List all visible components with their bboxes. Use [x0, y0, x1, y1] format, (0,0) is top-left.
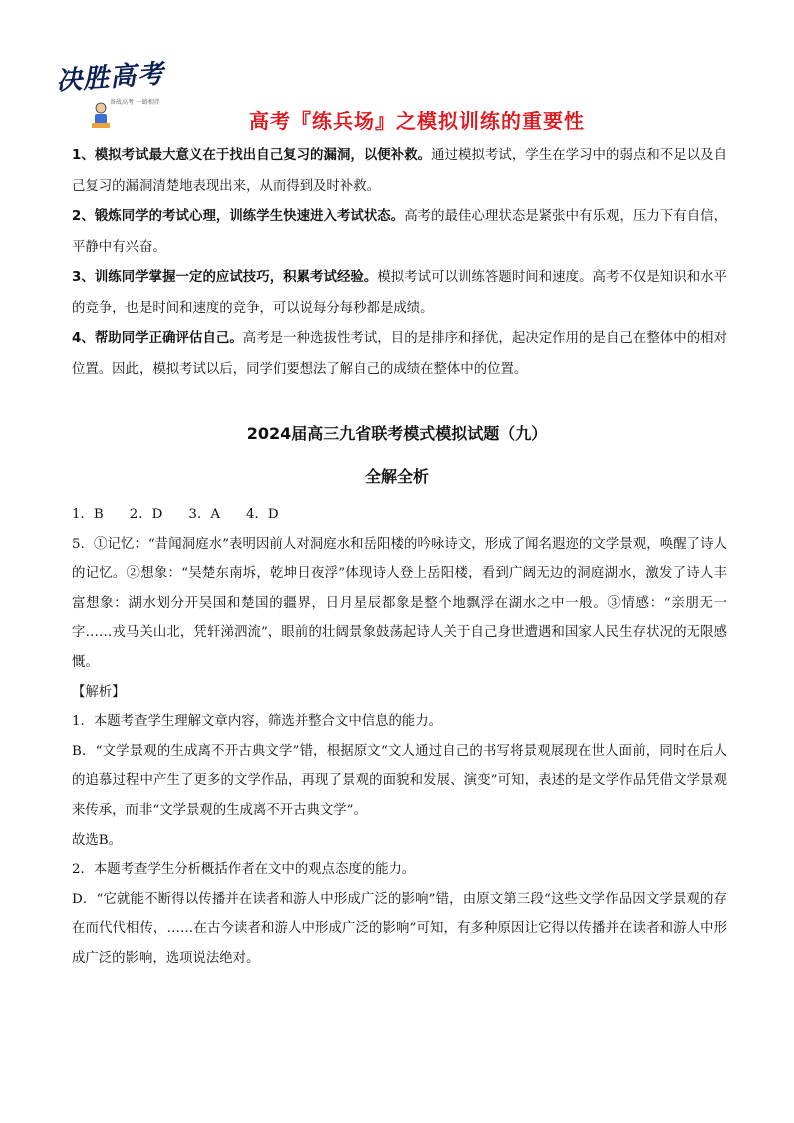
promo-item-3: 3、训练同学掌握一定的应试技巧，积累考试经验。模拟考试可以训练答题时间和速度。高考不仅是知识和水平的竞争，也是时间和速度的竞争，可以说每分每秒都是成绩。	[72, 270, 727, 316]
answer-2: 2．D	[129, 507, 163, 522]
answer-content	[72, 500, 727, 974]
answer-3: 3．A	[188, 507, 221, 522]
analysis-paragraph: D．“它就能不断得以传播并在读者和游人中形成广泛的影响”错，由原文第三段“这些文学作品因文学景观的存在而代代相传，……在古今读者和游人中形成广泛的影响”可知，有多种原因让它得以传播并在读者和游人中形成广泛的影响，选项说法绝对。	[72, 891, 727, 966]
logo-subtitle: 备战高考 一路相伴	[110, 99, 160, 106]
analysis-paragraph: 故选B。	[72, 832, 123, 848]
analysis-paragraph: 1．本题考查学生理解文章内容，筛选并整合文中信息的能力。	[72, 714, 443, 730]
analysis-label: 【解析】	[72, 684, 126, 700]
logo-text: 决胜高考	[55, 59, 166, 97]
analysis-paragraph: 2．本题考查学生分析概括作者在文中的观点态度的能力。	[72, 862, 416, 878]
analysis-paragraph: B．“文学景观的生成离不开古典文学”错，根据原文“文人通过自己的书写将景观展现在世人面前，同时在后人的追慕过程中产生了更多的文学作品，再现了景观的面貌和发展、演变”可知，表述的是文学作品凭借文学景观来传承，而非“文学景观的生成离不开古典文学”。	[72, 743, 727, 818]
promo-section	[72, 141, 727, 385]
exam-subtitle: 全解全析	[364, 467, 429, 486]
answer-1: 1．B	[72, 507, 104, 522]
exam-title: 2024届高三九省联考模式模拟试题（九）	[246, 424, 548, 443]
promo-item-2: 2、锻炼同学的考试心理，训练学生快速进入考试状态。高考的最佳心理状态是紧张中有乐观，压力下有自信，平静中有兴奋。	[72, 209, 727, 255]
answer-4: 4．D	[246, 507, 279, 522]
promo-item-1: 1、模拟考试最大意义在于找出自己复习的漏洞，以便补救。通过模拟考试，学生在学习中的弱点和不足以及自己复习的漏洞清楚地表现出来，从而得到及时补救。	[72, 148, 727, 194]
promo-item-4: 4、帮助同学正确评估自己。高考是一种选拔性考试，目的是排序和择优，起决定作用的是自己在整体中的相对位置。因此，模拟考试以后，同学们要想法了解自己的成绩在整体中的位置。	[72, 331, 727, 377]
answer-key	[72, 500, 727, 530]
question-5-answer: 5．①记忆：“昔闻洞庭水”表明因前人对洞庭水和岳阳楼的吟咏诗文，形成了闻名遐迩的文学景观，唤醒了诗人的记忆。②想象：“吴楚东南坼，乾坤日夜浮”体现诗人登上岳阳楼，看到广阔无边的洞庭湖水，激发了诗人丰富想象：湖水划分开吴国和楚国的疆界，日月星辰都象是整个地飘浮在湖水之中一般。③情感：“亲朋无一字……戎马关山北，凭轩涕泗流”，眼前的壮阔景象鼓荡起诗人关于自己身世遭遇和国家人民生存状况的无限感慨。	[72, 536, 727, 670]
promo-title: 高考『练兵场』之模拟训练的重要性	[249, 109, 585, 133]
